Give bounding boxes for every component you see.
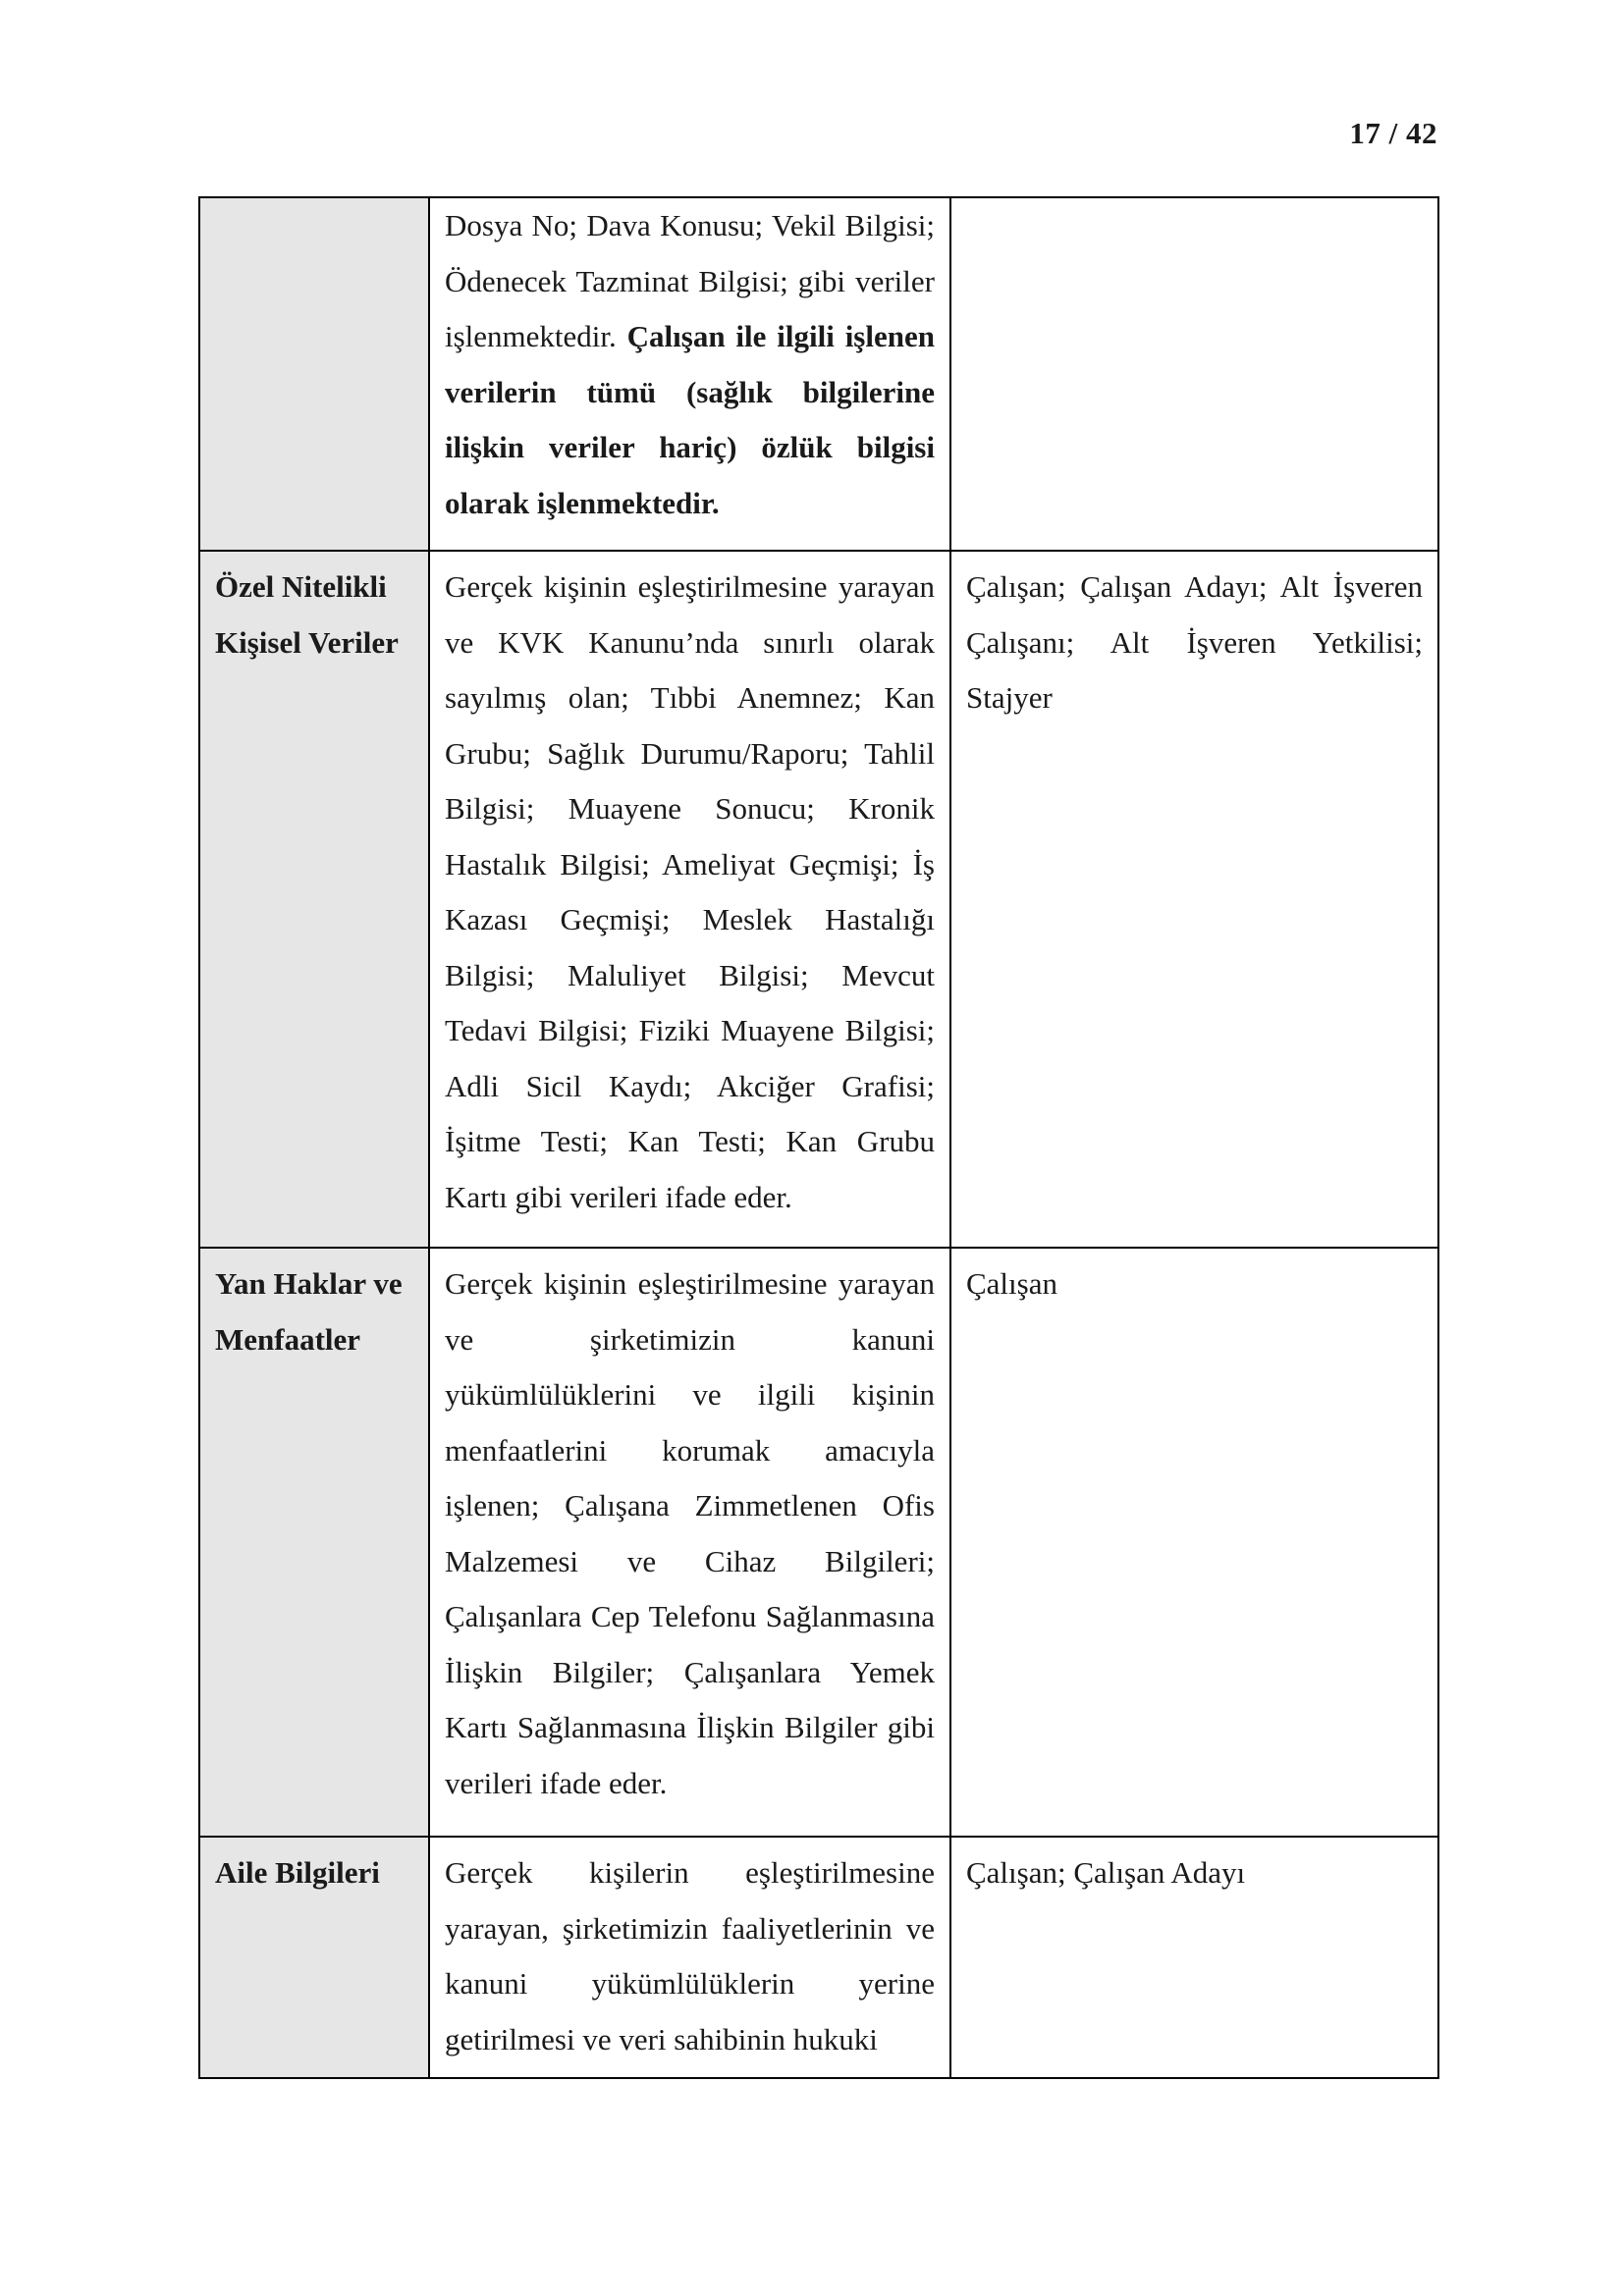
table-row [199, 551, 1438, 1248]
subjects-cell: Çalışan; Çalışan Adayı; Alt İşveren Çalışanı; Alt İşveren Yetkilisi; Stajyer [950, 551, 1438, 1248]
subjects-cell: Çalışan [950, 1248, 1438, 1837]
subjects-cell [950, 197, 1438, 551]
description-cell: Gerçek kişinin eşleştirilmesine yarayan ve şirketimizin kanuni yükümlülüklerini ve ilgili kişinin menfaatlerini korumak amacıyla işlenen; Çalışana Zimmetlenen Ofis Malzemesi ve Cihaz Bilgileri; Çalışanlara Cep Telefonu Sağlanmasına İlişkin Bilgiler; Çalışanlara Yemek Kartı Sağlanmasına İlişkin Bilgiler gibi verileri ifade eder. [429, 1248, 950, 1837]
description-cell: Gerçek kişilerin eşleştirilmesine yarayan, şirketimizin faaliyetlerinin ve kanuni yükümlülüklerin yerine getirilmesi ve veri sahibinin hukuki [429, 1837, 950, 2078]
category-cell: Özel Nitelikli Kişisel Veriler [199, 551, 429, 1248]
category-cell: Aile Bilgileri [199, 1837, 429, 2078]
description-cell [429, 197, 950, 551]
page-number: 17 / 42 [1349, 116, 1437, 150]
category-cell [199, 197, 429, 551]
table-row [199, 1248, 1438, 1837]
category-cell: Yan Haklar ve Menfaatler [199, 1248, 429, 1837]
personal-data-table [198, 196, 1439, 2079]
description-cell: Gerçek kişinin eşleştirilmesine yarayan ve KVK Kanunu’nda sınırlı olarak sayılmış olan; Tıbbi Anemnez; Kan Grubu; Sağlık Durumu/Raporu; Tahlil Bilgisi; Muayene Sonucu; Kronik Hastalık Bilgisi; Ameliyat Geçmişi; İş Kazası Geçmişi; Meslek Hastalığı Bilgisi; Maluliyet Bilgisi; Mevcut Tedavi Bilgisi; Fiziki Muayene Bilgisi; Adli Sicil Kaydı; Akciğer Grafisi; İşitme Testi; Kan Testi; Kan Grubu Kartı gibi verileri ifade eder. [429, 551, 950, 1248]
table-row [199, 1837, 1438, 2078]
subjects-cell: Çalışan; Çalışan Adayı [950, 1837, 1438, 2078]
description-text: Dosya No; Dava Konusu; Vekil Bilgisi; Ödenecek Tazminat Bilgisi; gibi veriler işlenmektedir. [445, 208, 935, 353]
table-row [199, 197, 1438, 551]
description-bold-text: Çalışan ile ilgili işlenen verilerin tümü (sağlık bilgilerine ilişkin veriler hariç) özlük bilgisi olarak işlenmektedir. [445, 319, 935, 520]
